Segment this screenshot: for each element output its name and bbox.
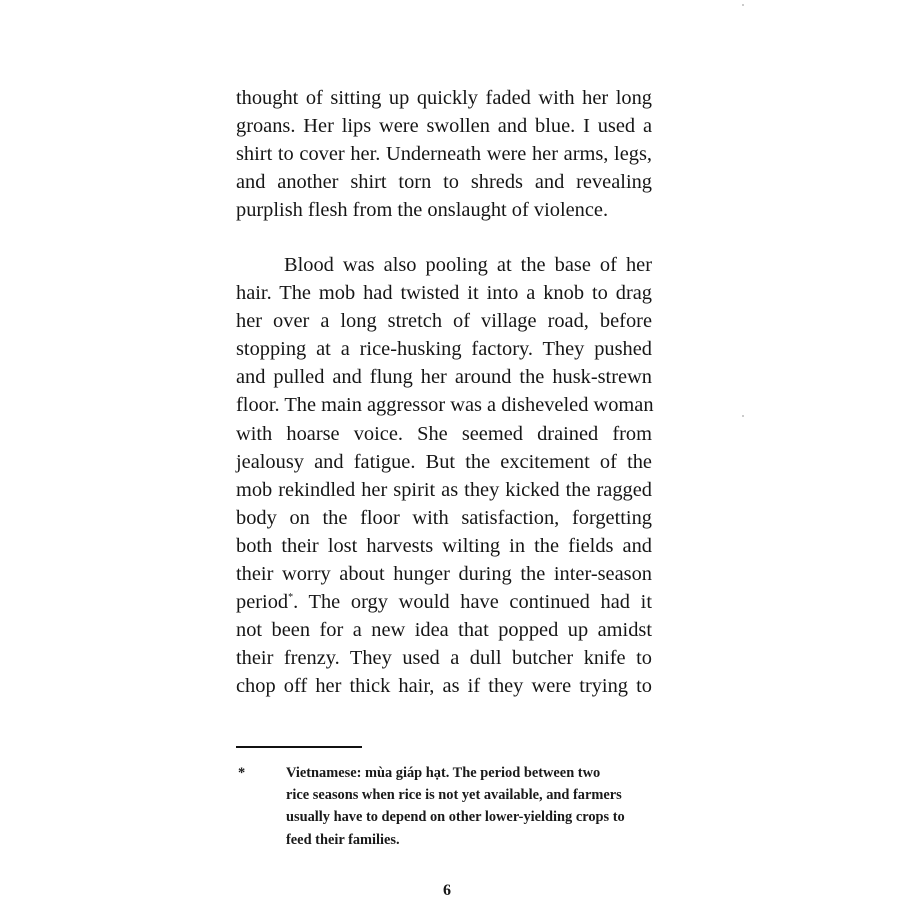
text-line: hair. The mob had twisted it into a knob to drag [236, 282, 652, 305]
footnote-line: Vietnamese: mùa giáp hạt. The period between two [286, 765, 601, 781]
paragraph-2 [236, 251, 652, 701]
text-line: chop off her thick hair, as if they were trying to [236, 675, 652, 698]
text-fragment: period [236, 591, 289, 614]
text-line: thought of sitting up quickly faded with her long [236, 87, 652, 109]
text-fragment: . The orgy would have continued had it [293, 591, 652, 614]
paragraph-1 [236, 84, 652, 224]
text-line: Blood was also pooling at the base of her [284, 254, 652, 276]
text-line: their worry about hunger during the inter-season [236, 563, 652, 586]
text-line: mob rekindled her spirit as they kicked the ragged [236, 478, 652, 501]
scan-speck [742, 4, 744, 6]
text-line: not been for a new idea that popped up amidst [236, 619, 652, 642]
footnote-reference: * [288, 592, 294, 604]
text-line: body on the floor with satisfaction, forgetting [236, 506, 652, 529]
text-line: and pulled and flung her around the husk-strewn [236, 366, 652, 389]
text-line: purplish flesh from the onslaught of violence. [236, 199, 609, 222]
footnote-divider [236, 746, 362, 748]
footnote-marker: * [238, 765, 246, 781]
text-line: both their lost harvests wilting in the fields and [236, 534, 652, 557]
text-line: their frenzy. They used a dull butcher knife to [236, 647, 652, 670]
text-line: and another shirt torn to shreds and revealing [236, 171, 652, 194]
text-line: with hoarse voice. She seemed drained from [236, 422, 652, 445]
text-line: her over a long stretch of village road, before [236, 310, 652, 333]
scan-speck [742, 415, 744, 417]
footnote-line: rice seasons when rice is not yet available, and farmers [286, 787, 622, 804]
footnote-body [286, 762, 656, 851]
page-number: 6 [443, 882, 451, 899]
footnote-line: feed their families. [286, 831, 400, 848]
text-line-with-footnote-ref [236, 588, 652, 616]
text-line: groans. Her lips were swollen and blue. I used a [236, 115, 652, 138]
text-line: jealousy and fatigue. But the excitement of the [236, 450, 652, 473]
text-line: floor. The main aggressor was a disheveled woman [236, 394, 654, 417]
text-line: stopping at a rice-husking factory. They pushed [236, 338, 652, 361]
text-line: shirt to cover her. Underneath were her arms, legs, [236, 143, 652, 166]
footnote-line: usually have to depend on other lower-yielding crops to [286, 809, 625, 826]
